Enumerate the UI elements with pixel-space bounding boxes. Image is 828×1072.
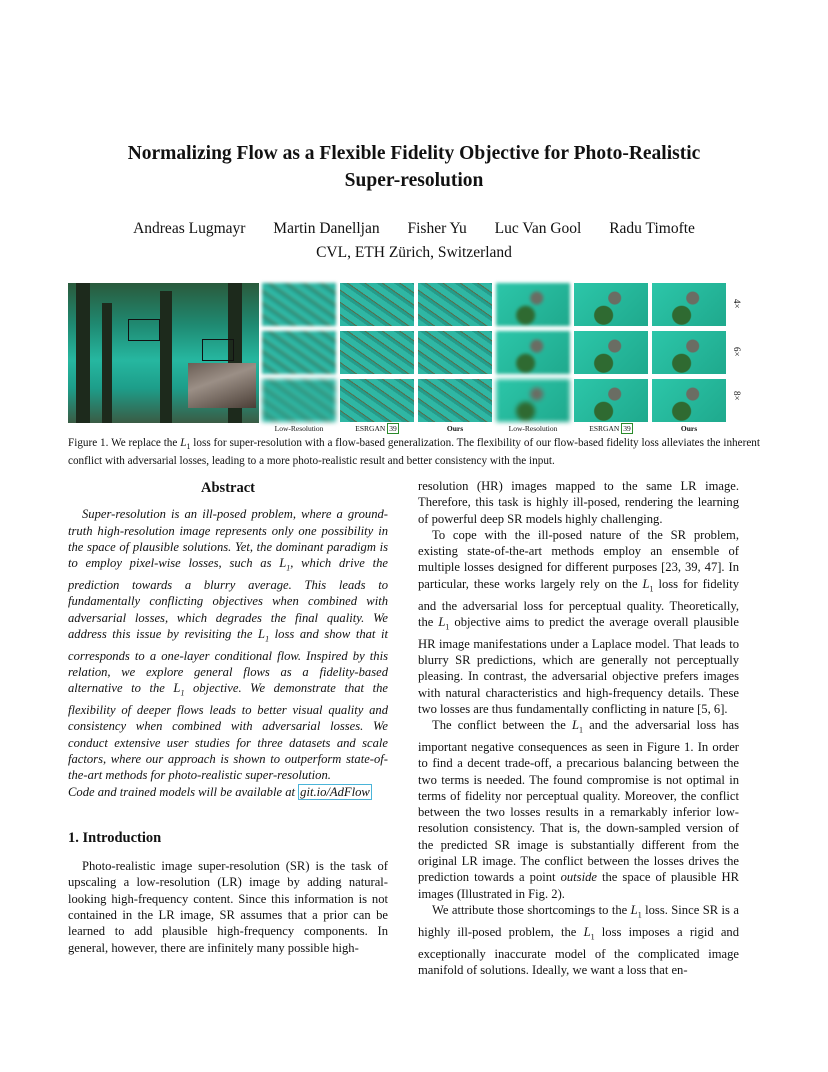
figure-caption: Figure 1. We replace the $L_1$ loss for super-resolution with a flow-based generalization. The flexibility of our flow-based fidelity loss alleviates the inherent conflict with adversarial losses, leading to a more photo-realistic result and better consistency with the input. xyxy=(68,437,761,468)
citation-link[interactable]: 5 xyxy=(701,701,708,716)
figure-1 xyxy=(68,283,760,433)
citation-link[interactable]: 47 xyxy=(704,560,718,575)
tile-lr-2 xyxy=(496,331,570,374)
scale-label: 8× xyxy=(732,391,742,401)
affiliation: CVL, ETH Zürich, Switzerland xyxy=(316,244,512,261)
tile-esrgan-2 xyxy=(574,283,648,326)
column-label: ESRGAN 39 xyxy=(589,424,631,433)
tile-lr-1 xyxy=(262,283,336,326)
tile-ours-2 xyxy=(652,331,726,374)
intro-paragraph: Photo-realistic image super-resolution (SR) is the task of upscaling a low-resolution (LR) image by adding natural-looking high-frequency content. Since this information is not contained in the LR image, SR assumes that a prior can be learned to add plausible high-frequency components. In general, however, there are infinitely many possible high- xyxy=(68,859,388,955)
right-column xyxy=(418,478,739,978)
code-link[interactable]: git.io/AdFlow xyxy=(300,784,370,799)
citation-link[interactable]: 23 xyxy=(665,560,678,575)
tile-esrgan-2 xyxy=(574,331,648,374)
column-label: Ours xyxy=(446,424,464,433)
figure-link[interactable]: 2 xyxy=(551,886,558,901)
body-paragraph: To cope with the ill-posed nature of the SR problem, existing state-of-the-art methods employ an ensemble of multiple losses designed for different purposes [23, 39, 47]. In particular, these works largely rely on the $L_1$ loss for fidelity and the adversarial loss for perceptual quality. Theoretically, the $L_1$ objective aims to predict the average overall plausible HR image manifestations under a Laplace model. That leads to blurry SR predictions, which are generally not perceptually pleasing. In contrast, the adversarial objective prefers images with natural characteristics and high-frequency details. These two losses are thus fundamentally conflicting in nature [5, 6]. xyxy=(418,527,740,716)
tree-shape xyxy=(102,303,112,423)
author: Fisher Yu xyxy=(407,220,467,237)
figure-link[interactable]: 1 xyxy=(684,740,691,754)
overview-photo xyxy=(68,283,259,423)
crop-box-2 xyxy=(202,339,234,361)
column-label: Ours xyxy=(680,424,698,433)
author: Radu Timofte xyxy=(609,220,695,237)
left-column xyxy=(68,478,388,956)
tile-ours-1 xyxy=(418,331,492,374)
author: Martin Danelljan xyxy=(273,220,380,237)
tile-lr-1 xyxy=(262,331,336,374)
tree-shape xyxy=(76,283,90,423)
scale-label: 6× xyxy=(732,347,742,357)
citation-link[interactable]: 39 xyxy=(684,560,698,575)
abstract-heading: Abstract xyxy=(201,480,255,496)
body-paragraph: resolution (HR) images mapped to the same LR image. Therefore, this task is highly ill-posed, rendering the learning of powerful deep SR models highly challenging. xyxy=(418,479,739,526)
author-list xyxy=(40,218,788,240)
code-availability: Code and trained models will be available at git.io/AdFlow xyxy=(68,784,370,799)
tile-lr-2 xyxy=(496,379,570,422)
column-label: Low-Resolution xyxy=(508,424,558,433)
scale-label: 4× xyxy=(732,299,742,309)
column-label: ESRGAN 39 xyxy=(355,424,397,433)
tile-ours-1 xyxy=(418,283,492,326)
body-paragraph: We attribute those shortcomings to the $L_1$ loss. Since SR is a highly ill-posed problem, the $L_1$ loss imposes a rigid and exceptionally inaccurate model of the complicated image manifold of solutions. Ideally, we want a loss that en- xyxy=(418,902,740,977)
tile-esrgan-1 xyxy=(340,379,414,422)
column-label: Low-Resolution xyxy=(274,424,324,433)
tile-ours-1 xyxy=(418,379,492,422)
tile-esrgan-1 xyxy=(340,331,414,374)
author: Luc Van Gool xyxy=(494,220,582,237)
boathouse-shape xyxy=(188,363,256,408)
body-paragraph: The conflict between the $L_1$ and the adversarial loss has important negative consequences as seen in Figure 1. In order to find a decent trade-off, a precarious balancing between the two terms is needed. The found compromise is not optimal in terms of fidelity nor perceptual quality. Moreover, the conflict between the two losses results in a remarkably inferior low-resolution consistency. That is, the down-sampled version of the predicted SR image is substantially different from the original LR image. The conflict between the losses drives the prediction towards a point outside the space of plausible HR images (Illustrated in Fig. 2). xyxy=(418,718,740,901)
tile-ours-2 xyxy=(652,379,726,422)
tile-lr-2 xyxy=(496,283,570,326)
tree-shape xyxy=(160,291,172,423)
tile-esrgan-1 xyxy=(340,283,414,326)
tile-ours-2 xyxy=(652,283,726,326)
tile-esrgan-2 xyxy=(574,379,648,422)
citation-link[interactable]: 6 xyxy=(713,701,721,716)
author: Andreas Lugmayr xyxy=(133,220,246,237)
section-heading: 1. Introduction xyxy=(68,829,162,846)
tile-lr-1 xyxy=(262,379,336,422)
crop-box-1 xyxy=(128,319,160,341)
paper-title: Normalizing Flow as a Flexible Fidelity Objective for Photo-Realistic Super-resolution xyxy=(127,143,701,191)
abstract-text: Super-resolution is an ill-posed problem, where a ground-truth high-resolution image represents only one possibility in the space of plausible solutions. Yet, the dominant paradigm is to employ pixel-wise losses, such as $L_1$, which drive the prediction towards a blurry average. This leads to fundamentally conflicting objectives when combined with adversarial losses, which degrades the final quality. We address this issue by revisiting the $L_1$ loss and show that it corresponds to a one-layer conditional flow. Inspired by this relation, we explore general flows as a fidelity-based alternative to the $L_1$ objective. We demonstrate that the flexibility of deeper flows leads to better visual quality and consistency when combined with adversarial losses. We conduct extensive user studies for three datasets and scale factors, where our approach is shown to outperform state-of-the-art methods for photo-realistic super-resolution. xyxy=(68,507,389,783)
